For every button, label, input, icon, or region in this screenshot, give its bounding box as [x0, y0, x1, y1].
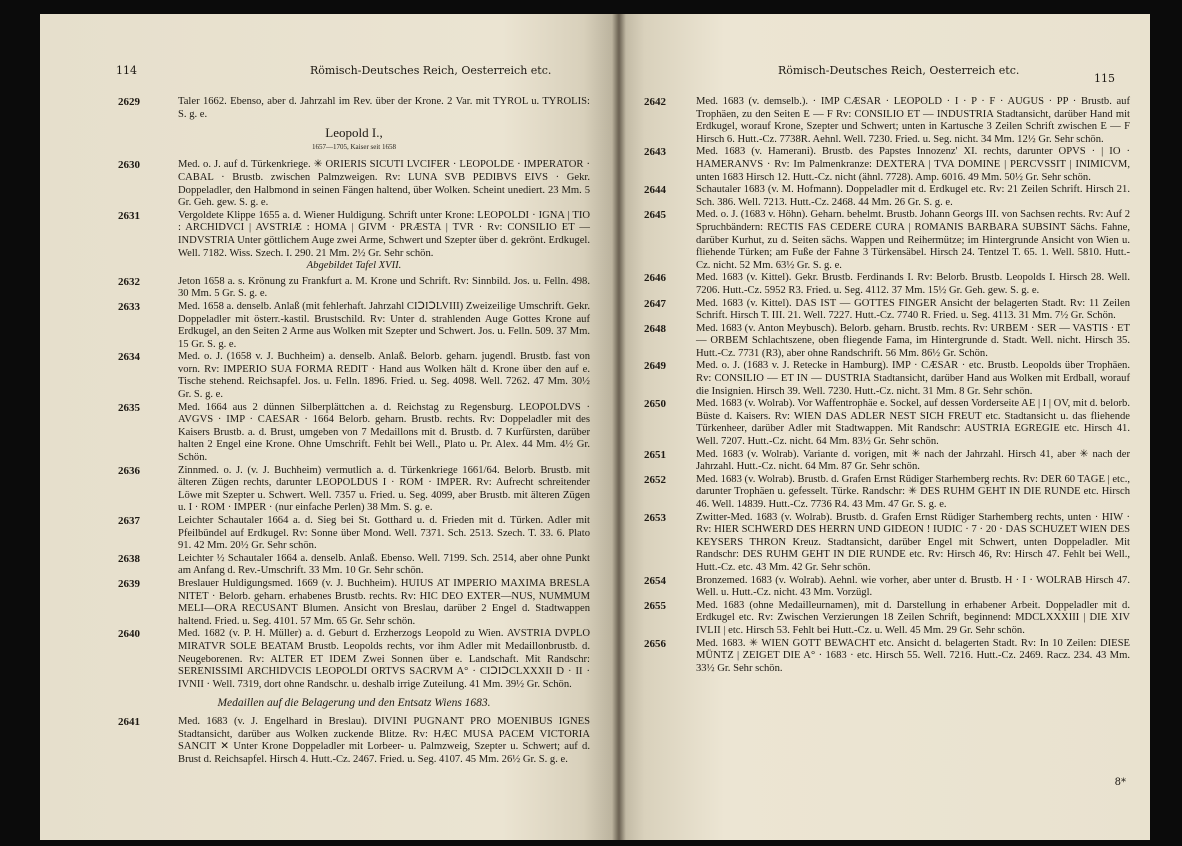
catalog-entry [644, 360, 1130, 398]
entry-text: Med. 1683 (ohne Medailleurnamen), mit d. Darstellung in erhabener Arbeit. Doppeladler mit d. Erdkugel etc. Rv: Zwischen Verzierungen 18 Zeilen Schrift, beginnend: MDCLXXXIII | DIE XIV IVLII | etc. Hirsch 53. Fehlt bei Hutt.-Cz. u. Well. 45 Mm. 29 Gr. Sehr schön. [696, 599, 1130, 636]
entry-text: Med. 1683 (v. Wolrab). Brustb. d. Grafen Ernst Rüdiger Starhemberg rechts. Rv: DER 60 TAGE | etc., darunter Trophäen u. gefesselt. Türke. Randschr: ✳ DES RUHM GEHT IN DIE RUNDE etc. Hirsch 46. Well. 14839. Hutt.-Cz. 7736 R4. 43 Mm. 47 Gr. S. g. e. [696, 473, 1130, 510]
entry-text: Med. 1658 a. denselb. Anlaß (mit fehlerhaft. Jahrzahl CIↃIↃLVIII) Zweizeilige Umschrift. Gekr. Doppeladler mit österr.-kastil. Brustschild. Rv: Unter d. strahlenden Auge Gottes Krone auf Erdkugel, an den Seiten 2 Arme aus Wolken mit Szepter und Schwert. Jos. u. Felln. 509. 37 Mm. 15 Gr. S. g. e. [178, 300, 590, 350]
lot-number: 2656 [644, 637, 666, 650]
catalog-entry [118, 276, 590, 301]
entry-text: Zwitter-Med. 1683 (v. Wolrab). Brustb. d. Grafen Ernst Rüdiger Starhemberg rechts, unten · HIW · Rv: HIER SCHWERD DES HERRN UND GIDEON ! IUDIC · 7 · 20 · DAS SCHUZET WIEN DES KEYSERS THRON Kreuz. Stadtansicht, darüber Engel mit Schwert, unten Doppeladler. Mit Randschr: DES RUHM GEHT IN DIE RUNDE etc. Rv: Hirsch 46, Rv: Hirsch 47. Fehlt bei Well., Hutt.-Cz. etc. 43 Mm. 42 Gr. Sehr schön. [696, 511, 1130, 573]
entry-text: Med. 1683 (v. Wolrab). Variante d. vorigen, mit ✳ nach der Jahrzahl. Hirsch 41, aber ✳ nach der Jahrzahl. Hutt.-Cz. nicht. 64 Mm. 87 Gr. Sehr schön. [696, 448, 1130, 473]
ruler-heading: Leopold I., [325, 125, 383, 141]
entry-text: Jeton 1658 a. s. Krönung zu Frankfurt a. M. Krone und Schrift. Rv: Sinnbild. Jos. u. Felln. 498. 30 Mm. 5 Gr. S. g. e. [178, 275, 590, 300]
lot-number: 2633 [118, 300, 140, 313]
catalog-entry [644, 449, 1130, 474]
catalog-entry [644, 209, 1130, 272]
entry-text: Med. 1664 aus 2 dünnen Silberplättchen a. d. Reichstag zu Regensburg. LEOPOLDVS · AVGVS · IMP · CAESAR · 1664 Belorb. geharn. Brustb. rechts. Rv: Doppeladler mit des Kaisers Brustb. a. d. Brust, umgeben von 7 Medaillons mit d. Brustb. d. 7 Kurfürsten, darüber halten 2 Engel eine Krone. Ohne Umschrift. Fehlt bei Well., Plato u. Pr. Alex. 44 Mm. 4½ Gr. Schön. [178, 401, 590, 464]
section-title: Medaillen auf die Belagerung und den Entsatz Wiens 1683. [217, 697, 491, 710]
entry-text: Med. 1683 (v. demselb.). · IMP CÆSAR · LEOPOLD · I · P · F · AUGUS · PP · Brustb. auf Trophäen, zu den Seiten E — F Rv: CONSILIO ET — INDUSTRIA Stadtansicht, darüber Hand mit Erdkugel, worauf Krone, Szepter und Schwert; unten in Kartusche 3 Zeilen Schrift zwischen E — F Hirsch 6. Hutt.-Cz. 7738R. Aehnl. Well. 7230. Fried. u. Seg. nicht. 34 Mm. 12½ Gr. Sehr schön. [696, 96, 1130, 145]
entry-text: Schautaler 1683 (v. M. Hofmann). Doppeladler mit d. Erdkugel etc. Rv: 21 Zeilen Schrift. Hirsch 21. Sch. 386. Well. 7213. Hutt.-Cz. 2468. 44 Mm. 26 Gr. S. g. e. [696, 184, 1130, 208]
lot-number: 2630 [118, 159, 140, 172]
lot-number: 2644 [644, 184, 666, 197]
catalog-entry [644, 600, 1130, 638]
catalog-entry [644, 398, 1130, 448]
entry-text: Zinnmed. o. J. (v. J. Buchheim) vermutlich a. d. Türkenkriege 1661/64. Belorb. Brustb. mit älteren Zügen rechts, darunter LEOPOLDUS I · ROM · IMPER. Rv: Aufrecht schreitender Löwe mit Szepter u. Schwert. Well. 7357 u. Fried. u. Seg. 4099, aber Brustb. mit älteren Zügen u. I · ROM · IMPER · (nur einfache Perlen) 38 Mm. S. g. e. [178, 464, 590, 514]
lot-number: 2652 [644, 473, 666, 486]
right-running-head: Römisch-Deutsches Reich, Oesterreich etc. [778, 64, 1020, 77]
entry-text: Med. 1683 (v. Kittel). Gekr. Brustb. Ferdinands I. Rv: Belorb. Brustb. Leopolds I. Hirsch 28. Well. 7206. Hutt.-Cz. 5952 R3. Fried. u. Seg. 4112. 37 Mm. 15½ Gr. Geh. gew. S. g. e. [696, 272, 1130, 296]
catalog-entry [118, 301, 590, 351]
entry-text: Med. 1683 (v. Anton Meybusch). Belorb. geharn. Brustb. rechts. Rv: URBEM · SER — VASTIS · ET — ORBEM Schlachtszene, oben fliegende Fama, im Hintergrunde d. Stadt. Well. nicht. Hirsch 35. Hutt.-Cz. 7731 (R3), aber ohne Randschrift. 56 Mm. 86½ Gr. Schön. [696, 322, 1130, 359]
lot-number: 2636 [118, 464, 140, 477]
lot-number: 2648 [644, 322, 666, 335]
entry-text: Bronzemed. 1683 (v. Wolrab). Aehnl. wie vorher, aber unter d. Brustb. H · I · WOLRAB Hirsch 47. Well. u. Hutt.-Cz. nicht. 43 Mm. Vorzügl. [696, 574, 1130, 599]
lot-number: 2631 [118, 209, 140, 222]
right-page [618, 14, 1150, 840]
lot-number: 2654 [644, 574, 666, 587]
entry-text: Med. 1682 (v. P. H. Müller) a. d. Geburt d. Erzherzogs Leopold zu Wien. AVSTRIA DVPLO MIRATVR SOLE BEATAM Brustb. Leopolds rechts, vor ihm Adler mit Medaillonbrustb. d. Neugeborenen. Rv: ALTER ET IDEM Zwei Sonnen über e. Landschaft. Mit Randschr: SERENISSIMI ARCHIDVCIS LEOPOLDI ORTVS SACRVM A° · CIↃIↃCLXXXII D · II · IVNII · Well. 7319, dort ohne Randschr. u. deshalb irrige Zuteilung. 41 Mm. 39½ Gr. Schön. [178, 628, 590, 690]
ruler-dates: 1657—1705, Kaiser seit 1658 [312, 142, 396, 151]
plate-note: Abgebildet Tafel XVII. [306, 260, 402, 272]
book-gutter-shadow [612, 14, 626, 840]
lot-number: 2649 [644, 360, 666, 373]
lot-number: 2640 [118, 628, 140, 641]
entry-text: Med. o. J. auf d. Türkenkriege. ✳ ORIERIS SICUTI LVCIFER · LEOPOLDE · IMPERATOR · CABAL · Brustb. zwischen Palmzweigen. Rv: LUNA SVB PEDIBVS EIVS · Gekr. Doppeladler, den Halbmond in seinen Fängen haltend, über Wolken. Scheint unediert. 23 Mm. 5 Gr. Geh. gew. S. g. e. [178, 159, 590, 209]
left-page-text [118, 96, 590, 766]
lot-number: 2635 [118, 401, 140, 414]
left-running-head: Römisch-Deutsches Reich, Oesterreich etc. [310, 64, 552, 77]
entry-text: Vergoldete Klippe 1655 a. d. Wiener Huldigung. Schrift unter Krone: LEOPOLDI · IGNA | TIO : ARCHIDVCI | AVSTRIÆ : HOMA | GIVM · PRÆSTA | TVR · Rv: CONSILIO ET — INDVSTRIA Unter göttlichem Auge zwei Arme, Schwert und Szepter über d. gekrönt. Erdkugel. Well. 7182. Wiss. Szech. I. 290. 21 Mm. 2½ Gr. Sehr schön. [178, 209, 590, 259]
entry-text: Taler 1662. Ebenso, aber d. Jahrzahl im Rev. über der Krone. 2 Var. mit TYROL u. TYROLIS: S. g. e. [178, 96, 590, 120]
entry-text: Med. o. J. (1683 v. Höhn). Geharn. behelmt. Brustb. Johann Georgs III. von Sachsen rechts. Rv: Auf 2 Spruchbändern: RECTIS FAS CEDERE CURA | ROMANIS BARBARA SUBSINT Sächs. Fahne, darüber Kurhut, zu d. Seiten sächs. Wappen und Reihermütze; im Hintergrunde Ansicht von Wien u. fliehende Türken; am Fuße der Fahne 3 Türkensäbel. Hirsch 24. Tentzel T. 65. 1. Well. 5810. Hutt.-Cz. nicht. 52 Mm. 63½ Gr. S. g. e. [696, 209, 1130, 271]
lot-number: 2642 [644, 96, 666, 108]
left-page [40, 14, 618, 840]
catalog-entry [118, 553, 590, 578]
right-page-text [644, 96, 1130, 675]
lot-number: 2638 [118, 552, 140, 565]
entry-text: Med. 1683. ✳ WIEN GOTT BEWACHT etc. Ansicht d. belagerten Stadt. Rv: In 10 Zeilen: DIESE MÜNTZ | ZEIGET DIE A° · 1683 · etc. Hirsch 55. Well. 7216. Hutt.-Cz. 2469. Racz. 234. 43 Mm. 33½ Gr. Sehr schön. [696, 637, 1130, 674]
lot-number: 2655 [644, 599, 666, 612]
catalog-entry [118, 716, 590, 766]
open-book [40, 14, 1150, 840]
right-page-number: 115 [1094, 72, 1115, 85]
catalog-entry [118, 402, 590, 465]
entry-text: Med. o. J. (1683 v. J. Retecke in Hamburg). IMP · CÆSAR · etc. Brustb. Leopolds über Trophäen. Rv: CONSILIO — ET IN — DUSTRIA Stadtansicht, darüber Hand aus Wolken mit Erdball, worauf die Insignien. Hirsch 39. Well. 7230. Hutt.-Cz. nicht. 31 Mm. 8 Gr. Sehr schön. [696, 360, 1130, 397]
entry-text: Breslauer Huldigungsmed. 1669 (v. J. Buchheim). HUIUS AT IMPERIO MAXIMA BRESLA NITET · Belorb. geharn. erhabenes Brustb. rechts. Rv: HIC DEO EXTER—NUS, NUMMUM MELI—ORA RECUSANT Blumen. Ansicht von Breslau, darüber 2 Engel d. Stadtwappen haltend. Fried. u. Seg. 4101. 57 Mm. 65 Gr. Sehr schön. [178, 577, 590, 627]
catalog-entry [644, 184, 1130, 209]
lot-number: 2637 [118, 515, 140, 527]
lot-number: 2646 [644, 272, 666, 285]
entry-text: Med. 1683 (v. Kittel). DAS IST — GOTTES FINGER Ansicht der belagerten Stadt. Rv: 11 Zeilen Schrift. Hirsch T. III. 21. Well. 7227. Hutt.-Cz. 7740 R. Fried. u. Seg. 4113. 31 Mm. 7½ Gr. Schön. [696, 297, 1130, 322]
catalog-entry [118, 465, 590, 515]
catalog-entry [118, 628, 590, 691]
lot-number: 2653 [644, 511, 666, 524]
catalog-entry [118, 578, 590, 628]
catalog-entry [644, 638, 1130, 676]
entry-text: Med. o. J. (1658 v. J. Buchheim) a. denselb. Anlaß. Belorb. geharn. jugendl. Brustb. fast von vorn. Rv: IMPERIO SUA FORMA REDIT · Hand aus Wolken hält d. Krone über den auf e. Tische stehend. Reichsapfel. Jos. u. Felln. 1896. Fried. u. Seg. 4098. Well. 7262. 47 Mm. 30½ Gr. S. g. e. [178, 351, 590, 401]
lot-number: 2647 [644, 297, 666, 310]
catalog-entry [644, 298, 1130, 323]
entry-text: Med. 1683 (v. Hamerani). Brustb. des Papstes Innozenz' XI. rechts, darunter OPVS · | IO · HAMERANVS · Rv: Im Palmenkranze: DEXTERA | TVA DOMINE | PERCVSSIT | INIMICVM, unten 1683 Hirsch 12. Hutt.-Cz. nicht (ähnl. 7728). Amp. 6016. 49 Mm. 50½ Gr. Sehr schön. [696, 146, 1130, 183]
left-page-number: 114 [116, 64, 137, 77]
entry-text: Med. 1683 (v. Wolrab). Vor Waffentrophäe e. Sockel, auf dessen Vorderseite AE | I | OV, mit d. belorb. Büste d. Kaisers. Rv: WIEN DAS ADLER NEST SICH FREUT etc. Stadtansicht u. das fliehende Türkenheer, darüber Adler mit Stadtwappen. Mit Randschr: AUSTRIA EGREGIE etc. Hirsch 41. Well. 7207. Hutt.-Cz. nicht. 64 Mm. 83½ Gr. Sehr schön. [696, 398, 1130, 448]
catalog-entry [644, 512, 1130, 575]
catalog-entry [644, 96, 1130, 146]
lot-number: 2643 [644, 146, 666, 159]
lot-number: 2645 [644, 209, 666, 222]
signature-mark: 8* [1114, 777, 1126, 788]
lot-number: 2639 [118, 577, 140, 590]
catalog-entry [118, 515, 590, 553]
catalog-entry [644, 575, 1130, 600]
catalog-entry [644, 323, 1130, 361]
entry-text: Leichter Schautaler 1664 a. d. Sieg bei St. Gotthard u. d. Frieden mit d. Türken. Adler mit Pfeilbündel auf Erdkugel. Rv: Sonne über Mond. Well. 7371. Sch. 2513. Szech. T. 33. 6. Plato 91. 42 Mm. 20½ Gr. Sehr schön. [178, 515, 590, 552]
catalog-entry [644, 272, 1130, 297]
catalog-entry [118, 210, 590, 260]
lot-number: 2650 [644, 398, 666, 411]
catalog-entry [118, 96, 590, 121]
catalog-entry [644, 146, 1130, 184]
lot-number: 2634 [118, 351, 140, 364]
lot-number: 2651 [644, 448, 666, 461]
entry-text: Leichter ½ Schautaler 1664 a. denselb. Anlaß. Ebenso. Well. 7199. Sch. 2514, aber ohne Punkt am Anfang d. Rev.-Umschrift. 33 Mm. 10 Gr. Sehr schön. [178, 552, 590, 577]
entry-text: Med. 1683 (v. J. Engelhard in Breslau). DIVINI PUGNANT PRO MOENIBUS IGNES Stadtansicht, darüber aus Wolken zuckende Blitze. Rv: HÆC MUSA PACEM VICTORIA SANCIT ✕ Unter Krone Doppeladler mit Lorbeer- u. Palmzweig, Szepter u. Schwert; auf d. Brust d. Reichsapfel. Hirsch 4. Hutt.-Cz. 2467. Fried. u. Seg. 4107. 45 Mm. 26½ Gr. S. g. e. [178, 715, 590, 765]
lot-number: 2641 [118, 715, 140, 728]
lot-number: 2629 [118, 96, 140, 108]
catalog-entry [118, 159, 590, 209]
lot-number: 2632 [118, 275, 140, 288]
catalog-entry [118, 351, 590, 401]
catalog-entry [644, 474, 1130, 512]
